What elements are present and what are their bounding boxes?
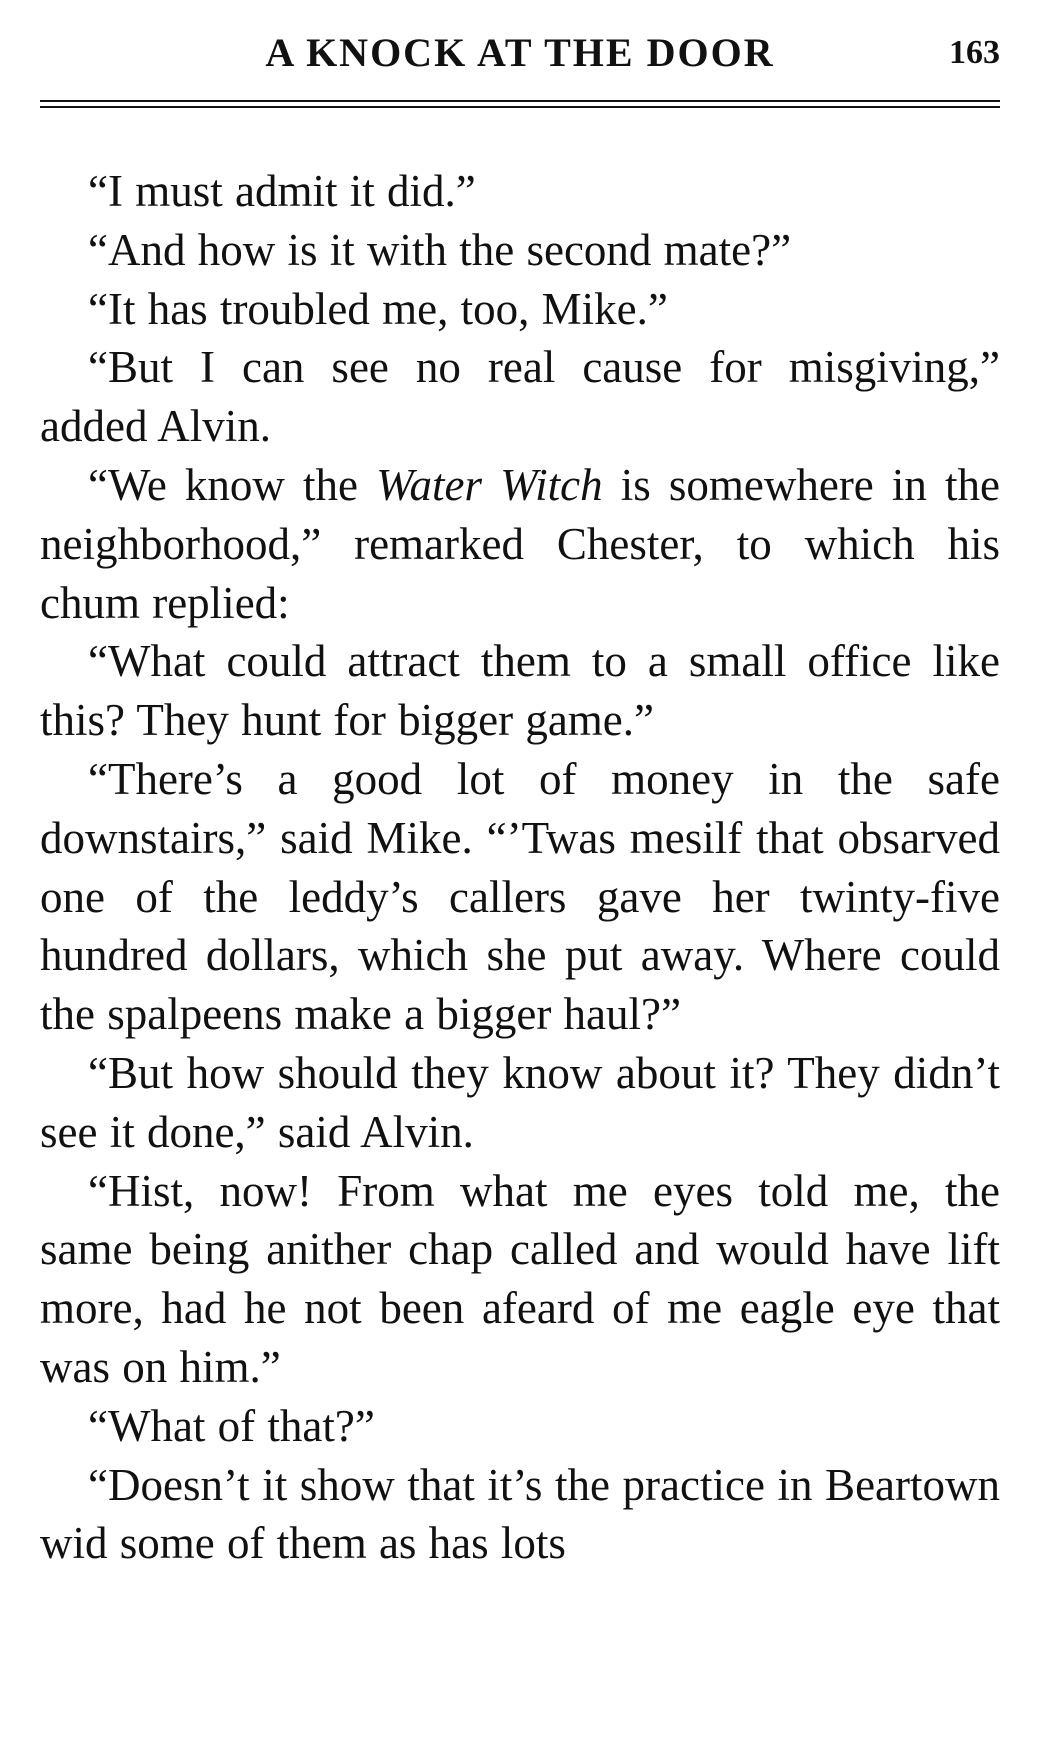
running-head bbox=[40, 28, 1000, 78]
paragraph: “But I can see no real cause for misgiving,” added Alvin. bbox=[40, 342, 1000, 452]
paragraph: “What could attract them to a small office like this? They hunt for bigger game.” bbox=[40, 636, 1000, 746]
paragraph: “Hist, now! From what me eyes told me, the same being anither chap called and would have lift more, had he not been afeard of me eagle eye that was on him.” bbox=[40, 1165, 1000, 1392]
page-number: 163 bbox=[949, 34, 1000, 71]
paragraph-text: “We know the bbox=[88, 459, 377, 510]
header-rule-top bbox=[40, 100, 1000, 102]
paragraph-text: is somewhere in the neighborhood,” remarked Chester, to which his chum replied: bbox=[40, 459, 1000, 628]
paragraph: “But how should they know about it? They didn’t see it done,” said Alvin. bbox=[40, 1047, 1000, 1157]
paragraph: “Doesn’t it show that it’s the practice in Beartown wid some of them as has lots bbox=[40, 1459, 1000, 1569]
paragraph: “I must admit it did.” bbox=[88, 166, 476, 216]
paragraph bbox=[40, 456, 1000, 632]
ship-name: Water Witch bbox=[376, 459, 603, 510]
header-rule-bottom bbox=[40, 106, 1000, 108]
paragraph: “It has troubled me, too, Mike.” bbox=[88, 283, 668, 334]
body-text bbox=[40, 162, 1000, 1573]
paragraph: “There’s a good lot of money in the safe downstairs,” said Mike. “’Twas mesilf that obsarved one of the leddy’s callers gave her twinty-five hundred dollars, which she put away. Where could the spalpeens make a bigger haul?” bbox=[40, 753, 1000, 1040]
chapter-title: A KNOCK AT THE DOOR bbox=[265, 30, 775, 75]
paragraph: “What of that?” bbox=[88, 1400, 375, 1451]
paragraph: “And how is it with the second mate?” bbox=[88, 224, 792, 275]
